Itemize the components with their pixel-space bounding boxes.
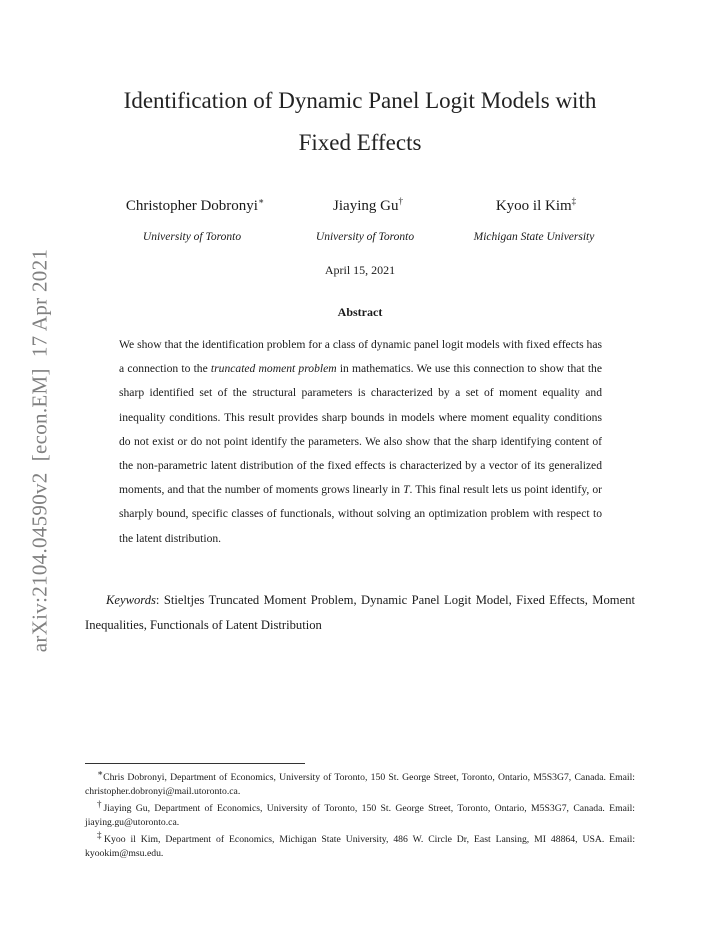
paper-date: April 15, 2021 (324, 263, 396, 277)
footnote-3-text: Kyoo il Kim, Department of Economics, Michigan State University, 486 W. Circle Dr, East Lansing, MI 48864, USA. Email: kyookim@msu.edu. (85, 834, 636, 859)
title-line-2: Fixed Effects (298, 130, 422, 155)
footnote-1-text: Chris Dobronyi, Department of Economics, University of Toronto, 150 St. George Street, Toronto, Ontario, M5S3G7, Canada. Email: christopher.dobronyi@mail.utoronto.ca. (85, 772, 635, 797)
abstract-text-2: in mathematics. We use this connection to show that the sharp identified set of the structural parameters is characterized by a set of moment equality and inequality conditions. This result provides sharp bounds in models where moment equality conditions do not exist or do not point identify the parameters. We also show that the sharp identifying content of the non-parametric latent distribution of the fixed effects is characterized by a vector of its generalized moments, and that the number of moments grows linearly in (119, 362, 603, 497)
footnotes (85, 767, 635, 860)
keywords-label: Keywords (106, 593, 156, 607)
author-1-name: Christopher Dobronyi (125, 198, 258, 214)
abstract-emphasis: truncated moment problem (210, 362, 337, 376)
arxiv-stamp: arXiv:2104.04590v2 [econ.EM] 17 Apr 2021 (27, 248, 52, 653)
author-1-mark: ∗ (257, 196, 265, 206)
abstract-text-1: We show that the identification problem for a class of dynamic panel logit models with fixed effects has a connection to the (119, 338, 602, 376)
abstract-body (119, 333, 602, 551)
author-3-name: Kyoo il Kim (495, 198, 572, 214)
author-2-mark: † (398, 196, 403, 206)
author-1 (95, 196, 295, 215)
footnote-1 (85, 767, 635, 798)
author-3 (436, 196, 636, 215)
footnote-2-mark: † (97, 799, 104, 810)
keywords (85, 588, 635, 638)
footnote-3-mark: ‡ (97, 830, 105, 841)
author-2-name: Jiaying Gu (333, 198, 399, 214)
footnote-3 (85, 829, 635, 860)
affiliation-3: Michigan State University (473, 231, 595, 243)
abstract-heading: Abstract (337, 305, 383, 319)
author-3-mark: ‡ (571, 196, 577, 206)
affiliation-2: University of Toronto (315, 231, 415, 243)
affiliation-1: University of Toronto (142, 231, 242, 243)
footnote-1-mark: ∗ (97, 768, 104, 778)
abstract-variable-t: T (403, 483, 410, 497)
keywords-text: : Stieltjes Truncated Moment Problem, Dynamic Panel Logit Model, Fixed Effects, Moment Inequalities, Functionals of Latent Distribution (85, 593, 635, 632)
title-line-1: Identification of Dynamic Panel Logit Models with (123, 88, 597, 113)
paper-title (60, 80, 660, 164)
footnote-2 (85, 798, 635, 829)
abstract-text-3: . This final result lets us point identify, or sharply bound, specific classes of functionals, without solving an optimization problem with respect to the latent distribution. (119, 483, 602, 545)
footnote-2-text: Jiaying Gu, Department of Economics, University of Toronto, 150 St. George Street, Toronto, Ontario, M5S3G7, Canada. Email: jiaying.gu@utoronto.ca. (85, 803, 636, 828)
footnote-rule (85, 763, 305, 764)
